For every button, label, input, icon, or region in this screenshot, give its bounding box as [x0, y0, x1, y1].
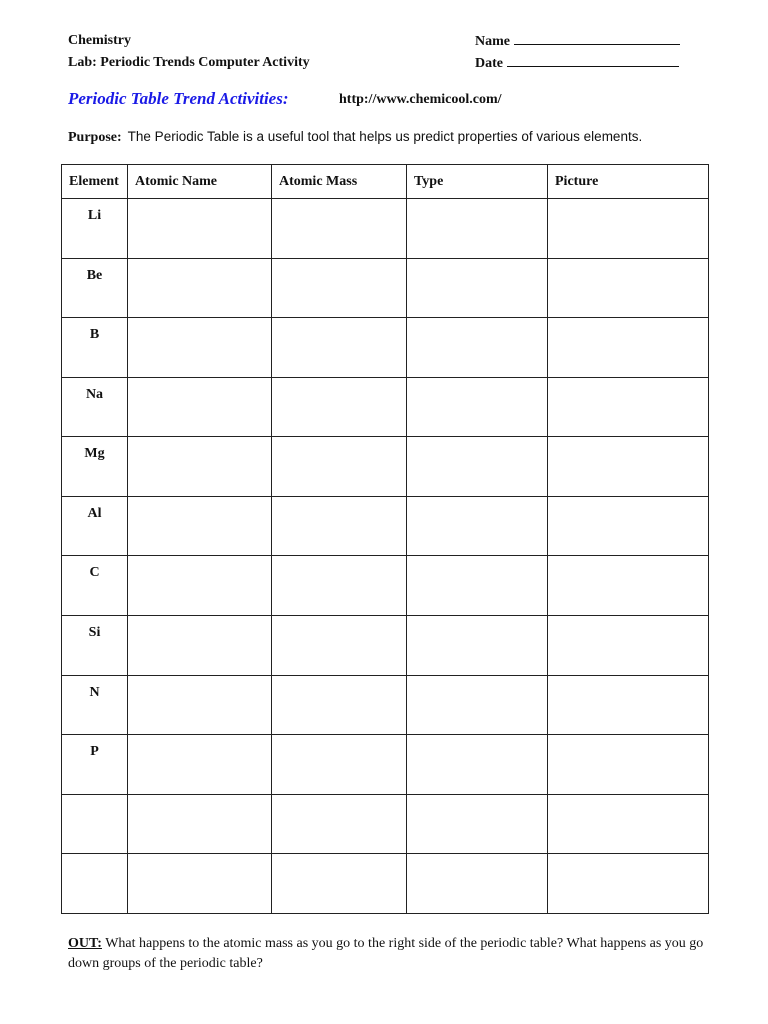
atomic-mass-cell[interactable]	[272, 377, 407, 437]
type-cell[interactable]	[407, 675, 548, 735]
element-symbol: Al	[87, 505, 102, 521]
type-cell[interactable]	[407, 616, 548, 676]
atomic-name-cell[interactable]	[128, 854, 272, 914]
column-header-type: Type	[407, 165, 548, 199]
type-cell[interactable]	[407, 854, 548, 914]
purpose-text: The Periodic Table is a useful tool that helps us predict properties of various elements.	[127, 129, 643, 144]
atomic-mass-cell[interactable]	[272, 258, 407, 318]
atomic-mass-cell[interactable]	[272, 496, 407, 556]
page-title: Periodic Table Trend Activities:	[68, 89, 289, 108]
picture-cell[interactable]	[548, 318, 709, 378]
table-row	[62, 318, 709, 378]
column-header-element: Element	[62, 165, 128, 199]
element-symbol: P	[90, 744, 99, 760]
element-symbol-cell	[62, 437, 128, 497]
atomic-mass-cell[interactable]	[272, 556, 407, 616]
table-row	[62, 556, 709, 616]
atomic-name-cell[interactable]	[128, 616, 272, 676]
picture-cell[interactable]	[548, 854, 709, 914]
type-cell[interactable]	[407, 377, 548, 437]
element-symbol: C	[89, 565, 100, 581]
date-field	[475, 55, 679, 72]
purpose-statement	[68, 129, 642, 146]
element-symbol	[62, 854, 127, 863]
name-blank[interactable]	[514, 33, 680, 45]
element-symbol-cell	[62, 258, 128, 318]
table-row	[62, 199, 709, 259]
picture-cell[interactable]	[548, 735, 709, 795]
atomic-name-cell[interactable]	[128, 735, 272, 795]
atomic-mass-cell[interactable]	[272, 318, 407, 378]
name-field	[475, 33, 680, 50]
element-symbol: Na	[85, 386, 104, 402]
picture-cell[interactable]	[548, 496, 709, 556]
element-symbol-cell	[62, 735, 128, 795]
name-label: Name	[475, 34, 510, 49]
atomic-mass-cell[interactable]	[272, 735, 407, 795]
element-symbol: Si	[88, 625, 101, 641]
type-cell[interactable]	[407, 735, 548, 795]
element-symbol-cell	[62, 496, 128, 556]
atomic-mass-cell[interactable]	[272, 199, 407, 259]
out-label: OUT:	[68, 936, 102, 951]
out-text: What happens to the atomic mass as you go to the right side of the periodic table? What happens as you go down groups of the periodic table?	[68, 936, 704, 971]
table-row	[62, 377, 709, 437]
subject-label: Chemistry	[68, 33, 131, 48]
reference-url[interactable]: http://www.chemicool.com/	[339, 92, 502, 107]
element-symbol: B	[89, 327, 100, 343]
type-cell[interactable]	[407, 318, 548, 378]
atomic-name-cell[interactable]	[128, 258, 272, 318]
picture-cell[interactable]	[548, 377, 709, 437]
table-body	[62, 199, 709, 914]
atomic-name-cell[interactable]	[128, 437, 272, 497]
picture-cell[interactable]	[548, 794, 709, 854]
element-symbol-cell	[62, 854, 128, 914]
column-header-atomic-mass: Atomic Mass	[272, 165, 407, 199]
picture-cell[interactable]	[548, 556, 709, 616]
element-symbol-cell	[62, 556, 128, 616]
table-row	[62, 616, 709, 676]
atomic-name-cell[interactable]	[128, 318, 272, 378]
table-row	[62, 735, 709, 795]
element-symbol: Be	[86, 267, 103, 283]
atomic-name-cell[interactable]	[128, 794, 272, 854]
table-header-row	[62, 165, 709, 199]
type-cell[interactable]	[407, 496, 548, 556]
element-table	[61, 164, 709, 914]
element-symbol-cell	[62, 377, 128, 437]
atomic-name-cell[interactable]	[128, 496, 272, 556]
type-cell[interactable]	[407, 556, 548, 616]
atomic-mass-cell[interactable]	[272, 854, 407, 914]
element-symbol-cell	[62, 199, 128, 259]
atomic-mass-cell[interactable]	[272, 675, 407, 735]
lab-title: Lab: Periodic Trends Computer Activity	[68, 55, 310, 70]
purpose-label: Purpose:	[68, 130, 122, 145]
table-row	[62, 854, 709, 914]
atomic-name-cell[interactable]	[128, 377, 272, 437]
table-row	[62, 258, 709, 318]
picture-cell[interactable]	[548, 199, 709, 259]
atomic-mass-cell[interactable]	[272, 794, 407, 854]
table-row	[62, 496, 709, 556]
element-symbol	[62, 795, 127, 804]
element-symbol-cell	[62, 318, 128, 378]
element-symbol-cell	[62, 675, 128, 735]
picture-cell[interactable]	[548, 616, 709, 676]
type-cell[interactable]	[407, 437, 548, 497]
element-symbol: N	[89, 684, 100, 700]
type-cell[interactable]	[407, 258, 548, 318]
element-symbol-cell	[62, 616, 128, 676]
picture-cell[interactable]	[548, 675, 709, 735]
type-cell[interactable]	[407, 794, 548, 854]
picture-cell[interactable]	[548, 258, 709, 318]
atomic-name-cell[interactable]	[128, 556, 272, 616]
picture-cell[interactable]	[548, 437, 709, 497]
table-row	[62, 794, 709, 854]
atomic-mass-cell[interactable]	[272, 437, 407, 497]
atomic-name-cell[interactable]	[128, 675, 272, 735]
table-row	[62, 437, 709, 497]
atomic-mass-cell[interactable]	[272, 616, 407, 676]
element-symbol: Mg	[84, 446, 105, 462]
type-cell[interactable]	[407, 199, 548, 259]
date-blank[interactable]	[507, 55, 679, 67]
element-symbol-cell	[62, 794, 128, 854]
table-row	[62, 675, 709, 735]
column-header-atomic-name: Atomic Name	[128, 165, 272, 199]
atomic-name-cell[interactable]	[128, 199, 272, 259]
column-header-picture: Picture	[548, 165, 709, 199]
out-question	[68, 934, 708, 974]
element-symbol: Li	[87, 208, 102, 223]
date-label: Date	[475, 56, 503, 71]
